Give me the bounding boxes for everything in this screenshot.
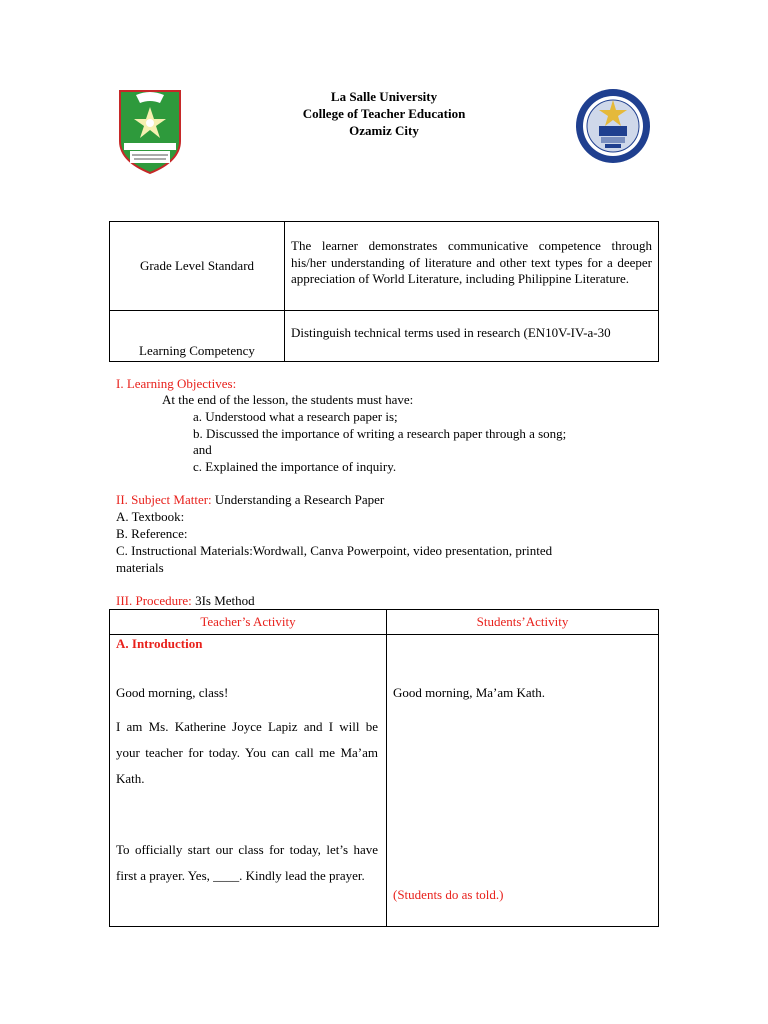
procedure-method: 3Is Method — [191, 593, 255, 608]
subject-matter-item: materials — [116, 560, 164, 575]
teacher-greeting: Good morning, class! — [116, 685, 229, 700]
subject-matter-heading: II. Subject Matter: — [116, 492, 212, 507]
university-name: La Salle University — [330, 89, 438, 104]
teacher-activity-cell — [110, 635, 387, 927]
objective-item: b. Discussed the importance of writing a research paper through a song; — [193, 426, 567, 441]
standard-content: The learner demonstrates communicative competence through his/her understanding of literature and other text types for a deeper appreciation of World Literature, including Philippine Literature. — [285, 222, 659, 311]
procedure-heading: III. Procedure: — [116, 593, 192, 608]
procedure-line — [116, 593, 255, 609]
subject-matter-line — [116, 492, 384, 508]
city-name: Ozamiz City — [349, 123, 419, 138]
objectives-intro: At the end of the lesson, the students must have: — [162, 392, 414, 407]
student-action: (Students do as told.) — [393, 887, 504, 902]
la-salle-seal-icon — [116, 89, 184, 175]
table-row — [110, 635, 659, 927]
competency-label: Learning Competency — [110, 311, 285, 362]
objective-item: and — [193, 442, 212, 457]
table-row — [110, 311, 659, 362]
table-header-row — [110, 610, 659, 635]
teacher-activity-header: Teacher’s Activity — [110, 610, 387, 635]
students-activity-cell — [387, 635, 659, 927]
student-greeting: Good morning, Ma’am Kath. — [393, 685, 546, 700]
college-name: College of Teacher Education — [302, 106, 466, 121]
competency-content: Distinguish technical terms used in research (EN10V-IV-a-30 — [285, 311, 659, 362]
standards-table — [109, 221, 659, 362]
introduction-heading: A. Introduction — [116, 636, 203, 651]
objectives-heading: I. Learning Objectives: — [116, 376, 237, 391]
subject-matter-item: B. Reference: — [116, 526, 188, 541]
objective-item: a. Understood what a research paper is; — [193, 409, 398, 424]
teacher-education-seal-icon — [575, 88, 651, 164]
procedure-table — [109, 609, 659, 927]
teacher-prayer: To officially start our class for today, let’s have first a prayer. Yes, ____. Kindly lead the prayer. — [116, 842, 378, 883]
students-activity-header: Students’Activity — [387, 610, 659, 635]
teacher-intro: I am Ms. Katherine Joyce Lapiz and I will be your teacher for today. You can call me Ma’am Kath. — [116, 719, 378, 786]
objective-item: c. Explained the importance of inquiry. — [193, 459, 397, 474]
subject-matter-item: A. Textbook: — [116, 509, 185, 524]
subject-matter-title: Understanding a Research Paper — [211, 492, 385, 507]
subject-matter-item: C. Instructional Materials:Wordwall, Canva Powerpoint, video presentation, printed — [116, 543, 553, 558]
table-row — [110, 222, 659, 311]
standard-label: Grade Level Standard — [110, 222, 285, 311]
